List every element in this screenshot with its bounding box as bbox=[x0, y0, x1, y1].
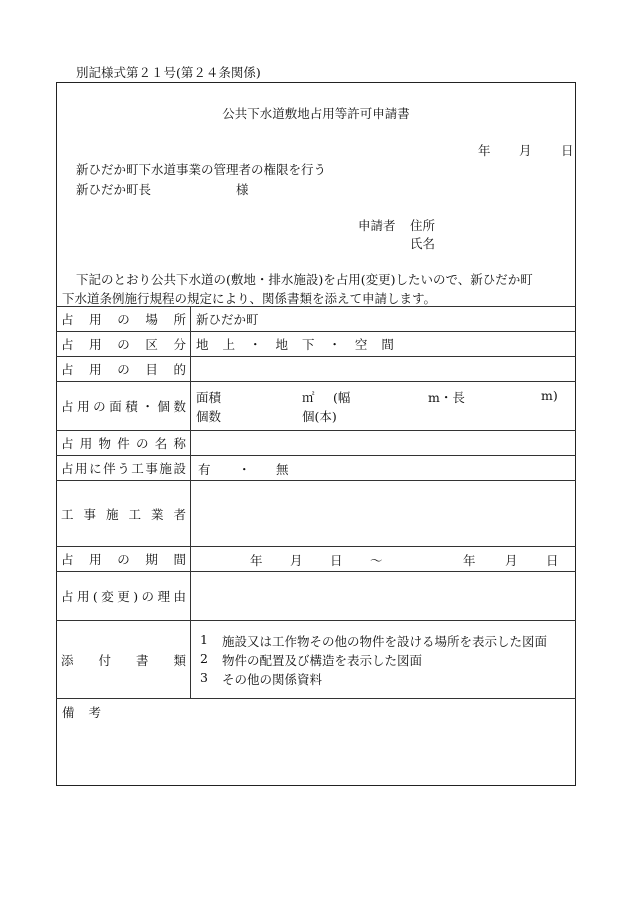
date-day-label: 日 bbox=[561, 143, 574, 158]
category-option: 地 bbox=[275, 337, 288, 352]
period-label: 占用の期間 bbox=[61, 552, 186, 567]
intro-text-line2: 下水道条例施行規程の規定により、関係書類を添えて申請します。 bbox=[62, 291, 437, 306]
category-label: 占用の区分 bbox=[61, 337, 186, 352]
applicant-address-label: 住所 bbox=[410, 218, 436, 233]
attachment-item-text: その他の関係資料 bbox=[222, 672, 323, 687]
width-label: (幅 bbox=[333, 390, 351, 405]
period-start-year: 年 bbox=[250, 553, 263, 568]
count-field-label: 個数 bbox=[196, 409, 222, 424]
remarks-label: 備考 bbox=[62, 705, 116, 720]
period-end-year: 年 bbox=[463, 553, 476, 568]
object-name-label: 占用物件の名称 bbox=[61, 436, 186, 451]
category-option: 下 bbox=[301, 337, 315, 352]
form-title: 公共下水道敷地占用等許可申請書 bbox=[222, 106, 410, 121]
area-field-label: 面積 bbox=[196, 390, 222, 405]
location-value: 新ひだか町 bbox=[196, 312, 259, 327]
category-option: 地 bbox=[196, 337, 209, 352]
attachment-item-num: 1 bbox=[200, 632, 208, 647]
intro-text-line1: 下記のとおり公共下水道の(敷地・排水施設)を占用(変更)したいので、新ひだか町 bbox=[76, 272, 533, 287]
category-option: 空 bbox=[354, 337, 368, 352]
addressee-line2: 新ひだか町長 bbox=[76, 182, 152, 197]
applicant-name-label: 氏名 bbox=[410, 236, 436, 251]
period-end-day: 日 bbox=[546, 553, 559, 568]
category-option: 間 bbox=[381, 337, 394, 352]
contractor-label: 工事施工業者 bbox=[61, 506, 186, 522]
construction-label: 占用に伴う工事施設 bbox=[61, 461, 186, 476]
location-label: 占用の場所 bbox=[61, 312, 186, 327]
category-options bbox=[196, 332, 394, 356]
period-start-day: 日 bbox=[330, 553, 343, 568]
category-option: ・ bbox=[248, 337, 262, 352]
attachment-item-num: 3 bbox=[200, 670, 208, 685]
area-label: 占用の面積・個数 bbox=[61, 399, 186, 414]
construction-no: 無 bbox=[276, 462, 289, 477]
table-divider bbox=[56, 698, 576, 699]
period-end-month: 月 bbox=[505, 553, 518, 568]
construction-yes: 有 bbox=[198, 462, 211, 477]
attachment-item-text: 施設又は工作物その他の物件を設ける場所を表示した図面 bbox=[222, 634, 548, 649]
purpose-label: 占用の目的 bbox=[61, 362, 186, 377]
date-month-label: 月 bbox=[519, 143, 532, 158]
column-divider bbox=[190, 306, 191, 698]
area-unit: ㎡ bbox=[302, 390, 315, 405]
count-unit: 個(本) bbox=[302, 409, 337, 424]
construction-dot: ・ bbox=[238, 462, 251, 477]
category-option: 上 bbox=[222, 337, 235, 352]
attachment-item-num: 2 bbox=[200, 651, 208, 666]
date-year-label: 年 bbox=[478, 143, 491, 158]
length-label: m・長 bbox=[428, 390, 465, 405]
form-number: 別記様式第２１号(第２４条関係) bbox=[76, 65, 261, 80]
period-tilde: ～ bbox=[370, 553, 383, 568]
addressee-honorific: 様 bbox=[236, 182, 249, 197]
length-close-label: m) bbox=[541, 388, 558, 403]
period-start-month: 月 bbox=[290, 553, 303, 568]
category-option: ・ bbox=[328, 337, 341, 352]
addressee-line1: 新ひだか町下水道事業の管理者の権限を行う bbox=[76, 162, 327, 177]
attachments-label: 添付書類 bbox=[61, 652, 186, 668]
reason-label: 占用(変更)の理由 bbox=[61, 589, 186, 604]
applicant-label: 申請者 bbox=[358, 218, 396, 233]
attachment-item-text: 物件の配置及び構造を表示した図面 bbox=[222, 653, 423, 668]
